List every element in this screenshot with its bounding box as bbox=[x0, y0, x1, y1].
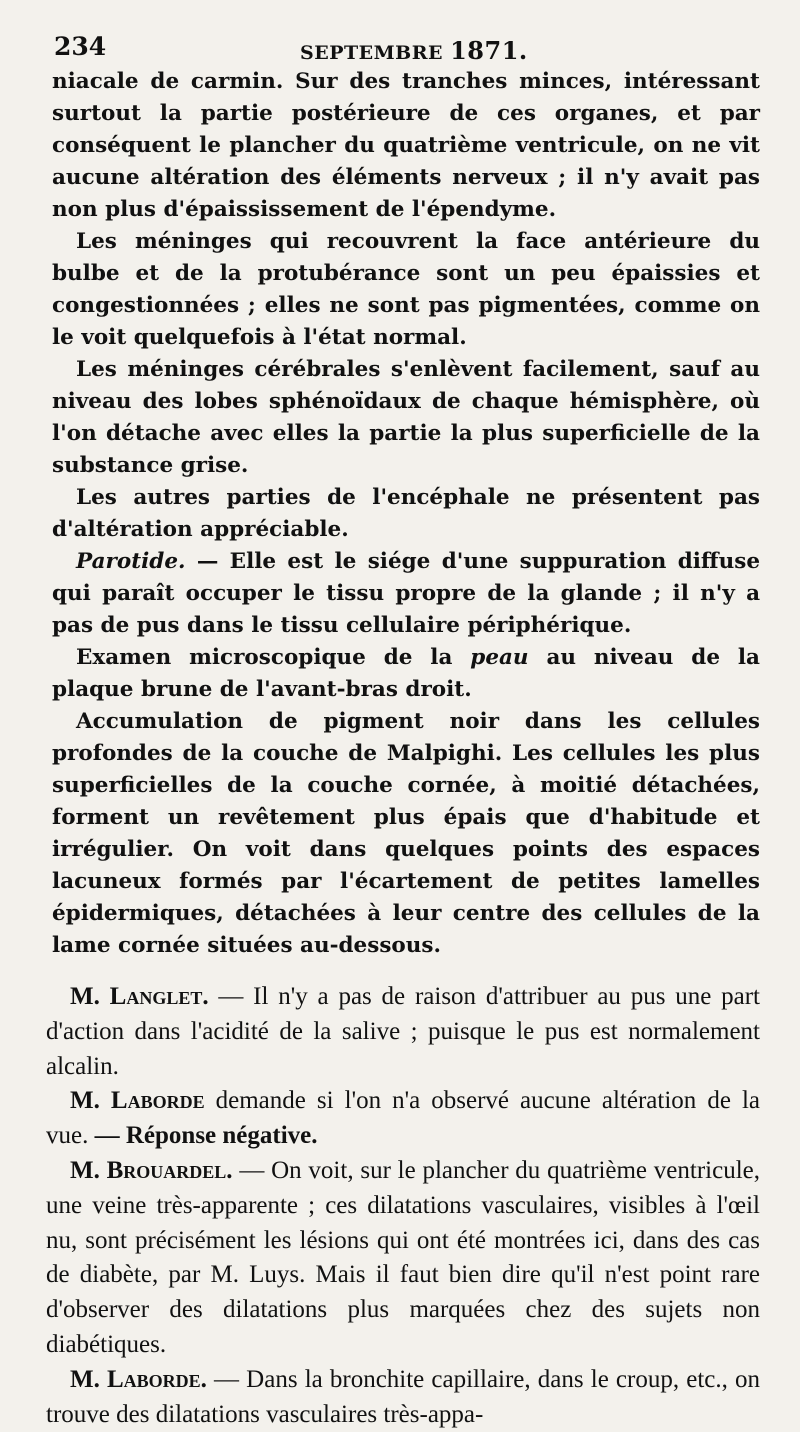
paragraph: niacale de carmin. Sur des tranches minces, intéressant surtout la partie postérieure de ces organes, et par conséquent le plancher du quatrième ventricule, on ne vit aucune altération des éléments nerveux ; il n'y avait pas non plus d'épaississement de l'épendyme. bbox=[52, 69, 760, 222]
paragraph: Les autres parties de l'encéphale ne présentent pas d'altération appréciable. bbox=[52, 485, 760, 542]
speaker-name: M. Brouardel. bbox=[70, 1156, 233, 1184]
running-head bbox=[52, 30, 758, 66]
paragraph: Accumulation de pigment noir dans les cellules profondes de la couche de Malpighi. Les cellules les plus superficielles de la couche cornée, à moitié détachées, forment un revêtement plus épais que d'habitude et irrégulier. On voit dans quelques points des espaces lacuneux formés par l'écartement de petites lamelles épidermiques, détachées à leur centre des cellules de la lame cornée situées au-dessous. bbox=[52, 709, 760, 958]
response-text: — Réponse négative. bbox=[94, 1122, 318, 1150]
speaker-name: M. Langlet. bbox=[70, 983, 209, 1010]
speech-text: — Dans la bronchite capillaire, dans le croup, etc., on trouve des dilatations vasculaires très-appa- bbox=[46, 1365, 760, 1428]
discussion-paragraph bbox=[46, 980, 760, 1084]
discussion-paragraph bbox=[46, 1363, 760, 1432]
paragraph-text: au niveau de la plaque brune de l'avant-bras droit. bbox=[52, 645, 760, 702]
page-number: 234 bbox=[54, 32, 107, 61]
paragraph-text: — Elle est le siége d'une suppuration diffuse qui paraît occuper le tissu propre de la glande ; il n'y a pas de pus dans le tissu cellulaire périphérique. bbox=[52, 549, 760, 638]
case-report-text bbox=[52, 66, 760, 962]
speech-text: — Il n'y a pas de raison d'attribuer au pus une part d'action dans l'acidité de la salive ; puisque le pus est normalement alcalin. bbox=[46, 983, 760, 1080]
paragraph: Les méninges cérébrales s'enlèvent facilement, sauf au niveau des lobes sphénoïdaux de chaque hémisphère, où l'on détache avec elles la partie la plus superficielle de la substance grise. bbox=[52, 357, 760, 478]
discussion-text bbox=[46, 980, 760, 1432]
paragraph bbox=[52, 546, 760, 642]
header-year: 1871. bbox=[450, 36, 528, 65]
speaker-name: M. Laborde. bbox=[70, 1365, 207, 1393]
header-title bbox=[300, 36, 528, 65]
run-in-heading: Parotide. bbox=[76, 549, 186, 574]
speech-text: — On voit, sur le plancher du quatrième ventricule, une veine très-apparente ; ces dilatations vasculaires, visibles à l'œil nu, sont précisément les lésions qui ont été montrées ici, dans des cas de diabète, par M. Luys. Mais il faut bien dire qu'il n'est point rare d'observer des dilatations plus marquées chez des sujets non diabétiques. bbox=[46, 1156, 760, 1358]
paragraph bbox=[52, 642, 760, 706]
header-month: SEPTEMBRE bbox=[300, 42, 443, 64]
speech-text: demande si l'on n'a observé aucune altération de la vue. bbox=[46, 1087, 761, 1150]
discussion-paragraph bbox=[46, 1154, 760, 1363]
paragraph: Les méninges qui recouvrent la face antérieure du bulbe et de la protubérance sont un peu épaissies et congestionnées ; elles ne sont pas pigmentées, comme on le voit quelquefois à l'état normal. bbox=[52, 229, 760, 350]
speaker-name: M. Laborde bbox=[70, 1087, 205, 1115]
discussion-paragraph bbox=[46, 1084, 760, 1154]
paragraph-text: Examen microscopique de la bbox=[76, 645, 471, 670]
italic-term: peau bbox=[470, 645, 529, 670]
